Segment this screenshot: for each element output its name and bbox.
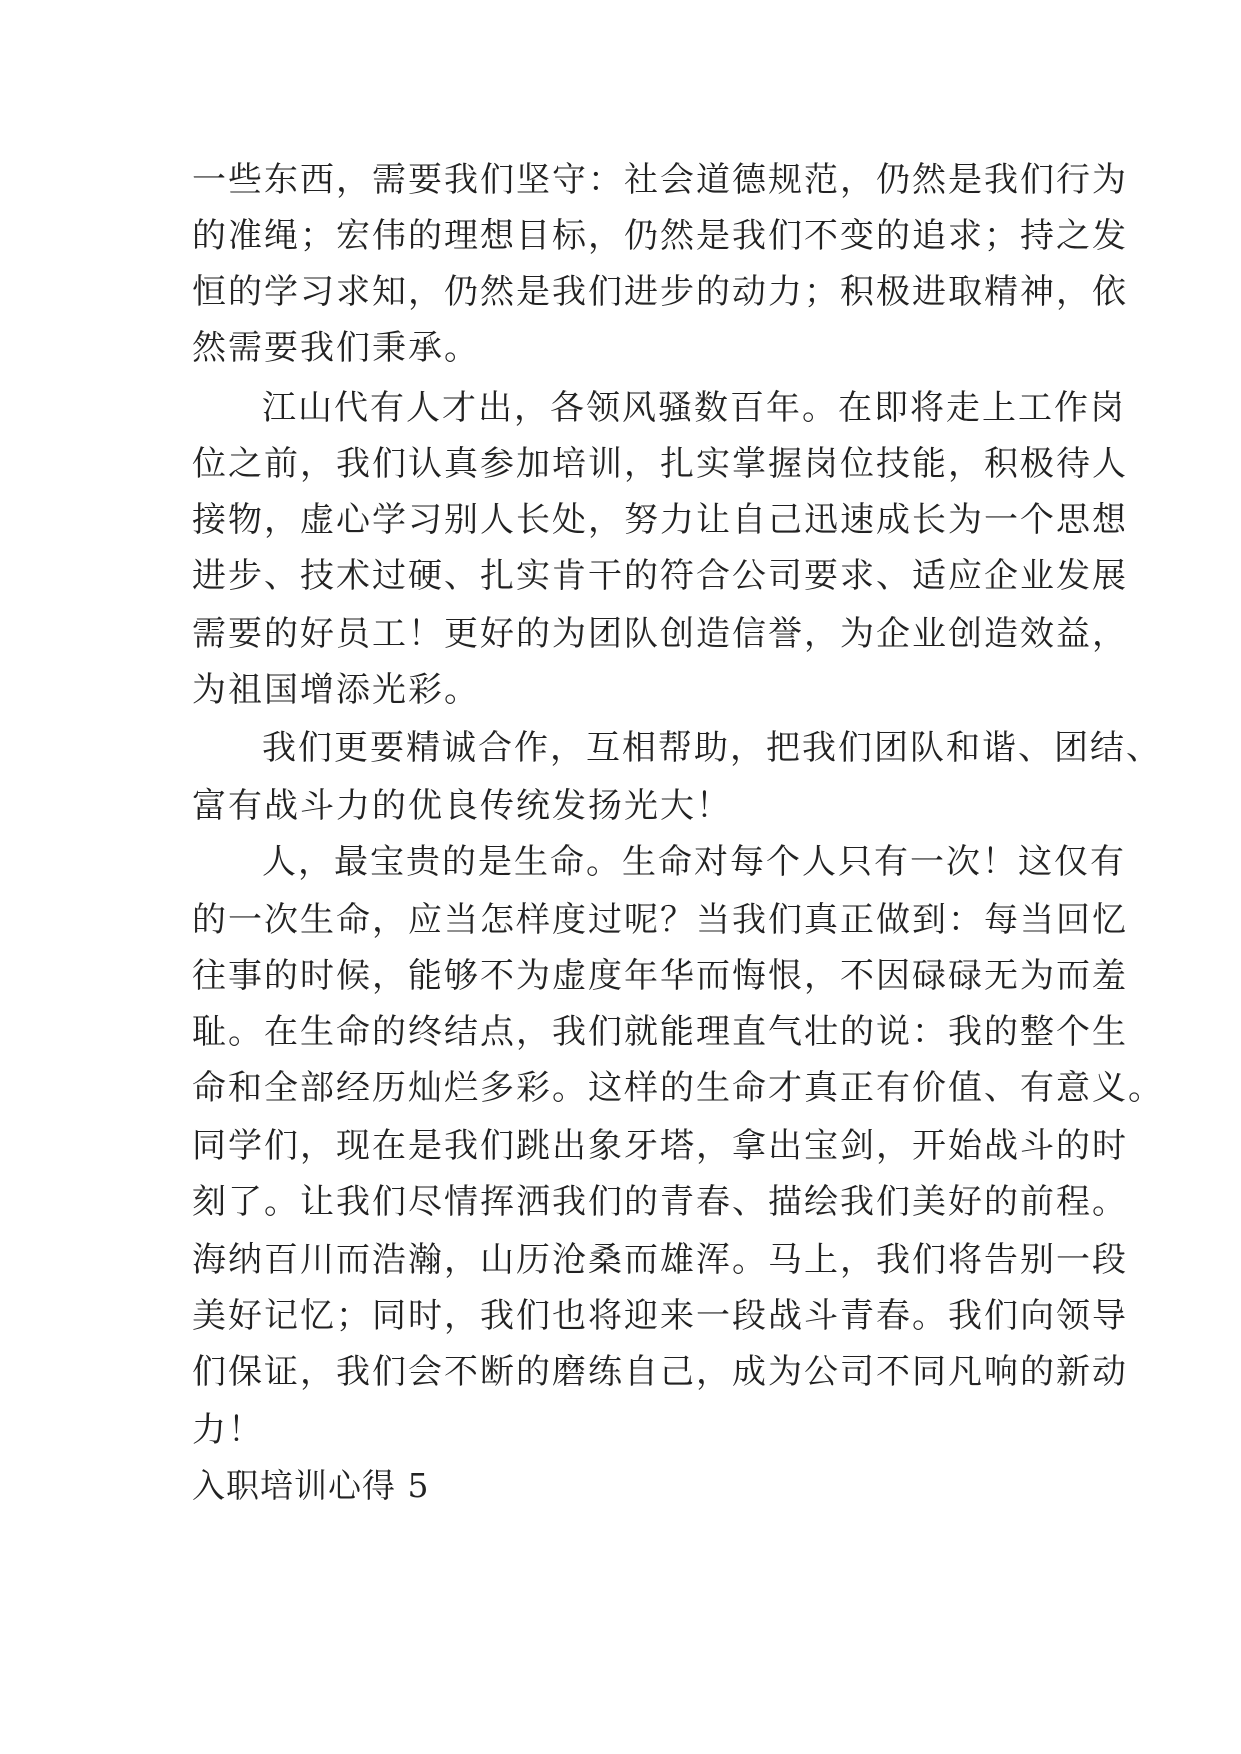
text-line: 耻。在生命的终结点，我们就能理直气壮的说：我的整个生 [192,1012,1128,1052]
text-line: 刻了。让我们尽情挥洒我们的青春、描绘我们美好的前程。 [192,1182,1128,1222]
text-line: 力！ [192,1410,264,1450]
text-line: 我们更要精诚合作，互相帮助，把我们团队和谐、团结、 [262,728,1162,768]
text-line: 恒的学习求知，仍然是我们进步的动力；积极进取精神，依 [192,272,1128,312]
text-line: 往事的时候，能够不为虚度年华而悔恨，不因碌碌无为而羞 [192,956,1128,996]
text-line: 位之前，我们认真参加培训，扎实掌握岗位技能，积极待人 [192,444,1128,484]
text-line: 们保证，我们会不断的磨练自己，成为公司不同凡响的新动 [192,1352,1128,1392]
text-line: 的准绳；宏伟的理想目标，仍然是我们不变的追求；持之发 [192,216,1128,256]
text-line: 接物，虚心学习别人长处，努力让自己迅速成长为一个思想 [192,500,1128,540]
text-line: 需要的好员工！更好的为团队创造信誉，为企业创造效益， [192,614,1128,654]
text-line: 江山代有人才出，各领风骚数百年。在即将走上工作岗 [262,388,1126,428]
text-line: 富有战斗力的优良传统发扬光大！ [192,786,732,826]
text-line: 同学们，现在是我们跳出象牙塔，拿出宝剑，开始战斗的时 [192,1126,1128,1166]
text-line: 进步、技术过硬、扎实肯干的符合公司要求、适应企业发展 [192,556,1128,596]
section-heading: 入职培训心得 5 [192,1466,430,1505]
text-line: 然需要我们秉承。 [192,328,480,368]
text-line: 海纳百川而浩瀚，山历沧桑而雄浑。马上，我们将告别一段 [192,1240,1128,1280]
text-line: 命和全部经历灿烂多彩。这样的生命才真正有价值、有意义。 [192,1068,1164,1108]
text-line: 人，最宝贵的是生命。生命对每个人只有一次！这仅有 [262,842,1126,882]
text-line: 的一次生命，应当怎样度过呢？当我们真正做到：每当回忆 [192,900,1128,940]
text-line: 一些东西，需要我们坚守：社会道德规范，仍然是我们行为 [192,160,1128,200]
text-line: 美好记忆；同时，我们也将迎来一段战斗青春。我们向领导 [192,1296,1128,1336]
text-line: 为祖国增添光彩。 [192,670,480,710]
